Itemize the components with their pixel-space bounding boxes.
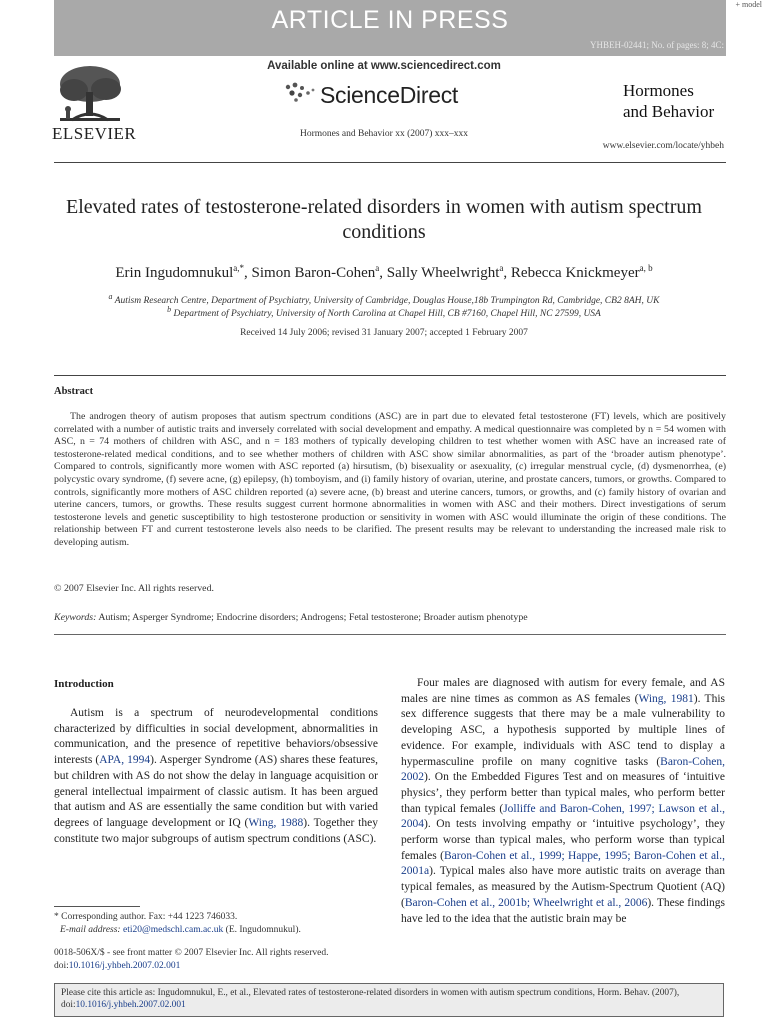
abstract-heading: Abstract (54, 386, 94, 397)
abstract-body: The androgen theory of autism proposes that autism spectrum conditions (ASC) are in part due to elevated fetal testosterone (FT) levels, which are positively correlated with a number of autistic traits and inversely correlated with social development and empathy. A medical questionnaire was completed by n = 54 women with ASC, n = 74 mothers of children with ASC, and n = 183 mothers of typically developing children to test whether women with ASC have an increased rate of testosterone-related medical conditions, and to see whether mothers of children with ASC show similar abnormalities, as part of the ‘broader autism phenotype’. Compared to controls, significantly more women with ASC reported (a) hirsutism, (b) bisexuality or asexuality, (c) irregular menstrual cycle, (d) dysmenorrhea, (e) polycystic ovary syndrome, (f) severe acne, (g) epilepsy, (h) tomboyism, and (i) family history of ovarian, uterine, and prostate cancers, tumors, or growths. Compared to controls, significantly more mothers of ASC children reported (a) severe acne, (b) breast and uterine cancers, tumors, or growths, and (c) family history of ovarian and uterine cancers, tumors, or growths. These results suggest current hormone abnormalities in women with ASC and their mothers. Direct investigations of serum testosterone levels and genetic susceptibility to high testosterone production or sensitivity in women with ASC would illuminate the origin of these conditions. The relationship between FT and current testosterone levels also needs to be clarified. The present results may be relevant to understanding the increased male risk to developing autism. (54, 411, 726, 548)
citation-link[interactable]: Wing, 1981 (638, 692, 694, 705)
citation-box: Please cite this article as: Ingudomnukul, E., et al., Elevated rates of testosterone-related disorders in women with autism spectrum conditions, Horm. Behav. (2007), doi:10.1016/j.yhbeh.2007.02.001 (54, 983, 724, 1017)
author-name: Simon Baron-Cohen (251, 265, 376, 281)
citation-link[interactable]: Baron-Cohen, 2002 (401, 755, 725, 784)
journal-issue: Hormones and Behavior xx (2007) xxx–xxx (299, 129, 469, 139)
corresponding-author: * Corresponding author. Fax: +44 1223 746033. (54, 912, 238, 922)
divider (54, 634, 726, 635)
citation-link[interactable]: Wing, 1988 (248, 816, 304, 829)
divider (54, 375, 726, 376)
author-mark: a,* (233, 263, 245, 273)
journal-url-link[interactable]: www.elsevier.com/locate/yhbeh (602, 141, 724, 151)
author-name: Rebecca Knickmeyer (510, 265, 640, 281)
doi-link[interactable]: 10.1016/j.yhbeh.2007.02.001 (68, 960, 181, 971)
available-online: Available online at www.sciencedirect.com (267, 60, 501, 72)
citation-link[interactable]: APA, 1994 (99, 754, 151, 767)
keywords: Keywords: Autism; Asperger Syndrome; Endocrine disorders; Androgens; Fetal testosterone; Broader autism phenotype (54, 612, 528, 623)
footnote (54, 911, 384, 936)
article-ref: YHBEH-02441; No. of pages: 8; 4C: (590, 40, 724, 50)
citation-link[interactable]: Baron-Cohen et al., 1999; Happe, 1995; Baron-Cohen et al., 2001a (401, 849, 725, 878)
publisher-name: ELSEVIER (52, 124, 137, 143)
issn-line: 0018-506X/$ - see front matter © 2007 Elsevier Inc. All rights reserved. doi:10.1016/j.yhbeh.2007.02.001 (54, 948, 329, 971)
article-title: Elevated rates of testosterone-related disorders in women with autism spectrum conditions (66, 196, 702, 243)
paragraph: Autism is a spectrum of neurodevelopmental conditions characterized by difficulties in social development, abnormalities in communication, and the presence of repetitive behaviors/obsessive interests (APA, 1994). Asperger Syndrome (AS) shares these features, but children with AS do not show the delay in language acquisition or general intellectual impairment of classic autism. It has been argued that autism and AS are essentially the same condition but with varied degrees of language development or IQ (Wing, 1988). Together they constitute two major subgroups of autism spectrum conditions (ASC). (54, 707, 379, 845)
body-column-left (54, 706, 378, 847)
citation-link[interactable]: Jolliffe and Baron-Cohen, 1997; Lawson et al., 2004 (401, 802, 725, 831)
divider (54, 162, 726, 163)
author-mark: a, b (639, 263, 653, 273)
email-line: E-mail address: eti20@medschl.cam.ac.uk (E. Ingudomnukul). (60, 924, 301, 935)
footnote-divider (54, 906, 140, 907)
author-mark: a (375, 263, 380, 273)
corner-note: + model (735, 0, 762, 9)
author-mark: a (499, 263, 504, 273)
body-column-right (401, 676, 725, 927)
affiliation-a: $^a$ Autism Research Centre, Department of Psychiatry, University of Cambridge, Douglas House,18b Trumpington Rd, Cambridge, CB2 8AH, UK (108, 292, 660, 307)
author-name: Sally Wheelwright (386, 265, 500, 281)
author-list: Erin Ingudomnukul$^{a,*}$, Simon Baron-Cohen$^a$, Sally Wheelwright$^a$, Rebecca Knickmeyer$^{a, b}$ (115, 263, 653, 281)
affiliation-b: $^b$ Department of Psychiatry, University of North Carolina at Chapel Hill, CB #7160, Chapel Hill, NC 27599, USA (167, 305, 601, 320)
author-name: Erin Ingudomnukul (115, 265, 234, 281)
article-in-press-banner (54, 0, 726, 56)
email-link[interactable]: eti20@medschl.cam.ac.uk (122, 924, 224, 935)
citation-link[interactable]: Baron-Cohen et al., 2001b; Wheelwright et al., 2006 (404, 896, 648, 909)
banner-title: ARTICLE IN PRESS (271, 6, 509, 34)
sciencedirect-dots-icon (282, 79, 318, 105)
sciencedirect-wordmark: ScienceDirect (320, 82, 458, 108)
journal-name: Hormones and Behavior (623, 81, 715, 121)
paragraph: Four males are diagnosed with autism for every female, and AS males are nine times as common as AS females (Wing, 1981). This sex difference suggests that there may be a male vulnerability to developing ASC, a hypothesis supported by multiple lines of evidence. For example, individuals with ASC tend to display a hypermasculine profile on many cognitive tasks (Baron-Cohen, 2002). On the Embedded Figures Test and on measures of ‘intuitive physics’, they perform better than typical males, who perform better than typical females (Jolliffe and Baron-Cohen, 1997; Lawson et al., 2004). On tests involving empathy or ‘intuitive psychology’, they perform worse than typical males, who perform worse than typical females (Baron-Cohen et al., 1999; Happe, 1995; Baron-Cohen et al., 2001a). Typical males also have more autistic traits on average than typical females, as measured by the Autism-Spectrum Quotient (AQ) (Baron-Cohen et al., 2001b; Wheelwright et al., 2006). These findings have led to the idea that the autistic brain may be (401, 677, 725, 925)
section-heading-introduction: Introduction (54, 678, 114, 690)
doi-link[interactable]: 10.1016/j.yhbeh.2007.02.001 (75, 1000, 186, 1010)
abstract-copyright: © 2007 Elsevier Inc. All rights reserved. (54, 583, 214, 594)
received-dates: Received 14 July 2006; revised 31 January 2007; accepted 1 February 2007 (240, 328, 528, 338)
